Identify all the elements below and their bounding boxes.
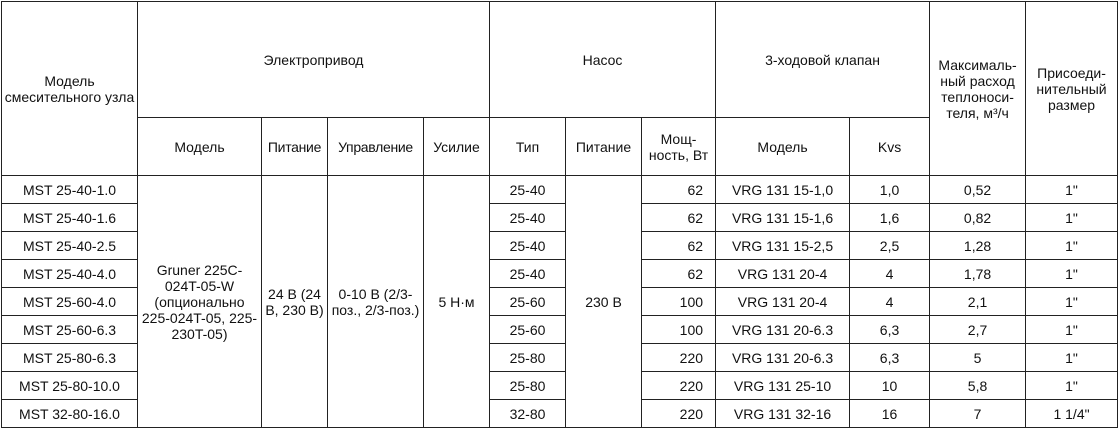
header-actuator-force: Усилие: [424, 118, 490, 176]
cell-pump-type: 25-40: [490, 176, 566, 204]
cell-max-flow: 2,7: [930, 316, 1026, 344]
cell-connection: 1": [1026, 204, 1118, 232]
cell-valve-kvs: 16: [850, 400, 930, 428]
cell-valve-model: VRG 131 15-2,5: [716, 232, 850, 260]
cell-pump-type: 25-40: [490, 260, 566, 288]
header-pump-power: Питание: [566, 118, 642, 176]
cell-connection: 1": [1026, 288, 1118, 316]
cell-pump-wattage: 220: [642, 400, 716, 428]
cell-valve-kvs: 4: [850, 260, 930, 288]
cell-connection: 1": [1026, 260, 1118, 288]
cell-model: MST 25-40-1.6: [2, 204, 138, 232]
cell-valve-kvs: 1,0: [850, 176, 930, 204]
cell-pump-wattage: 62: [642, 204, 716, 232]
header-pump-wattage: Мощ-ность, Вт: [642, 118, 716, 176]
cell-max-flow: 1,78: [930, 260, 1026, 288]
cell-connection: 1": [1026, 344, 1118, 372]
cell-model: MST 25-60-4.0: [2, 288, 138, 316]
cell-pump-wattage: 100: [642, 288, 716, 316]
cell-pump-wattage: 62: [642, 260, 716, 288]
cell-model: MST 25-80-10.0: [2, 372, 138, 400]
cell-max-flow: 2,1: [930, 288, 1026, 316]
header-pump-type: Тип: [490, 118, 566, 176]
cell-max-flow: 5,8: [930, 372, 1026, 400]
cell-actuator-model: Gruner 225C-024T-05-W (опционально 225-024T-05, 225-230T-05): [138, 176, 262, 428]
cell-pump-type: 25-40: [490, 232, 566, 260]
header-row-1: [2, 2, 1118, 118]
cell-valve-model: VRG 131 20-6.3: [716, 316, 850, 344]
cell-actuator-force: 5 Н·м: [424, 176, 490, 428]
cell-pump-power: 230 В: [566, 176, 642, 428]
cell-pump-type: 32-80: [490, 400, 566, 428]
header-connection: Присоеди-нительный размер: [1026, 2, 1118, 176]
cell-pump-wattage: 62: [642, 176, 716, 204]
cell-max-flow: 0,82: [930, 204, 1026, 232]
cell-valve-kvs: 6,3: [850, 316, 930, 344]
cell-connection: 1 1/4": [1026, 400, 1118, 428]
cell-valve-kvs: 10: [850, 372, 930, 400]
header-valve-kvs: Kvs: [850, 118, 930, 176]
cell-valve-model: VRG 131 20-4: [716, 260, 850, 288]
cell-pump-wattage: 100: [642, 316, 716, 344]
header-model: Модель смесительного узла: [2, 2, 138, 176]
cell-valve-kvs: 1,6: [850, 204, 930, 232]
cell-pump-type: 25-80: [490, 372, 566, 400]
cell-max-flow: 5: [930, 344, 1026, 372]
header-actuator: Электропривод: [138, 2, 490, 118]
cell-connection: 1": [1026, 232, 1118, 260]
cell-max-flow: 7: [930, 400, 1026, 428]
cell-valve-kvs: 6,3: [850, 344, 930, 372]
cell-pump-type: 25-80: [490, 344, 566, 372]
cell-pump-wattage: 220: [642, 344, 716, 372]
cell-connection: 1": [1026, 372, 1118, 400]
cell-model: MST 25-80-6.3: [2, 344, 138, 372]
cell-valve-model: VRG 131 20-4: [716, 288, 850, 316]
cell-model: MST 25-40-4.0: [2, 260, 138, 288]
cell-model: MST 25-40-1.0: [2, 176, 138, 204]
cell-valve-model: VRG 131 32-16: [716, 400, 850, 428]
cell-actuator-power: 24 В (24 В, 230 В): [262, 176, 328, 428]
header-max-flow: Максималь-ный расход теплоноси-теля, м³/ч: [930, 2, 1026, 176]
header-valve-model: Модель: [716, 118, 850, 176]
header-actuator-control: Управление: [328, 118, 424, 176]
cell-valve-model: VRG 131 25-10: [716, 372, 850, 400]
header-pump: Насос: [490, 2, 716, 118]
cell-pump-type: 25-40: [490, 204, 566, 232]
cell-max-flow: 0,52: [930, 176, 1026, 204]
header-actuator-model: Модель: [138, 118, 262, 176]
cell-model: MST 25-40-2.5: [2, 232, 138, 260]
table-row: [2, 176, 1118, 204]
cell-valve-kvs: 2,5: [850, 232, 930, 260]
cell-actuator-control: 0-10 В (2/3-поз., 2/3-поз.): [328, 176, 424, 428]
cell-valve-model: VRG 131 20-6.3: [716, 344, 850, 372]
cell-valve-model: VRG 131 15-1,6: [716, 204, 850, 232]
specs-table: [1, 1, 1118, 428]
cell-pump-wattage: 62: [642, 232, 716, 260]
header-valve: 3-ходовой клапан: [716, 2, 930, 118]
cell-pump-type: 25-60: [490, 316, 566, 344]
cell-model: MST 32-80-16.0: [2, 400, 138, 428]
header-actuator-power: Питание: [262, 118, 328, 176]
cell-valve-kvs: 4: [850, 288, 930, 316]
cell-pump-type: 25-60: [490, 288, 566, 316]
cell-valve-model: VRG 131 15-1,0: [716, 176, 850, 204]
cell-max-flow: 1,28: [930, 232, 1026, 260]
cell-connection: 1": [1026, 176, 1118, 204]
cell-model: MST 25-60-6.3: [2, 316, 138, 344]
cell-pump-wattage: 220: [642, 372, 716, 400]
cell-connection: 1": [1026, 316, 1118, 344]
